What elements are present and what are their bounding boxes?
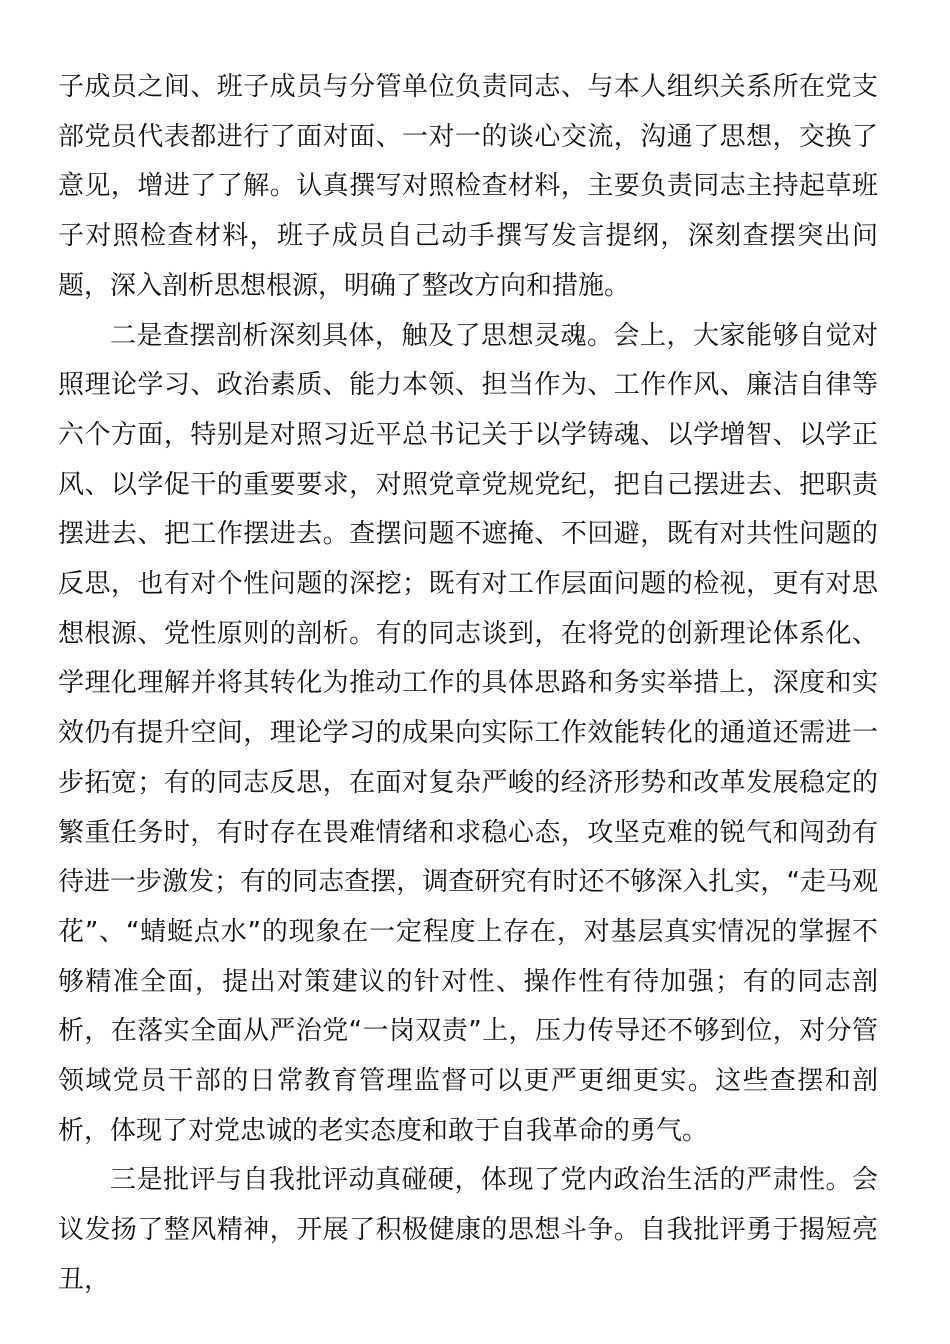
document-body xyxy=(58,63,878,1306)
paragraph-1: 子成员之间、班子成员与分管单位负责同志、与本人组织关系所在党支部党员代表都进行了面对面、一对一的谈心交流，沟通了思想，交换了意见，增进了了解。认真撰写对照检查材料，主要负责同志主持起草班子对照检查材料，班子成员自己动手撰写发言提纲，深刻查摆突出问题，深入剖析思想根源，明确了整改方向和措施。 xyxy=(58,72,878,301)
paragraph-3: 三是批评与自我批评动真碰硬，体现了党内政治生活的严肃性。会议发扬了整风精神，开展了积极健康的思想斗争。自我批评勇于揭短亮丑， xyxy=(58,1165,878,1295)
paragraph-2: 二是查摆剖析深刻具体，触及了思想灵魂。会上，大家能够自觉对照理论学习、政治素质、能力本领、担当作为、工作作风、廉洁自律等六个方面，特别是对照习近平总书记关于以学铸魂、以学增智、以学正风、以学促干的重要要求，对照党章党规党纪，把自己摆进去、把职责摆进去、把工作摆进去。查摆问题不遮掩、不回避，既有对共性问题的反思，也有对个性问题的深挖；既有对工作层面问题的检视，更有对思想根源、党性原则的剖析。有的同志谈到，在将党的创新理论体系化、学理化理解并将其转化为推动工作的具体思路和务实举措上，深度和实效仍有提升空间，理论学习的成果向实际工作效能转化的通道还需进一步拓宽；有的同志反思，在面对复杂严峻的经济形势和改革发展稳定的繁重任务时，有时存在畏难情绪和求稳心态，攻坚克难的锐气和闯劲有待进一步激发；有的同志查摆，调查研究有时还不够深入扎实，“走马观花”、“蜻蜓点水”的现象在一定程度上存在，对基层真实情况的掌握不够精准全面，提出对策建议的针对性、操作性有待加强；有的同志剖析，在落实全面从严治党“一岗双责”上，压力传导还不够到位，对分管领域党员干部的日常教育管理监督可以更严更细更实。这些查摆和剖析，体现了对党忠诚的老实态度和敢于自我革命的勇气。 xyxy=(58,320,878,1146)
